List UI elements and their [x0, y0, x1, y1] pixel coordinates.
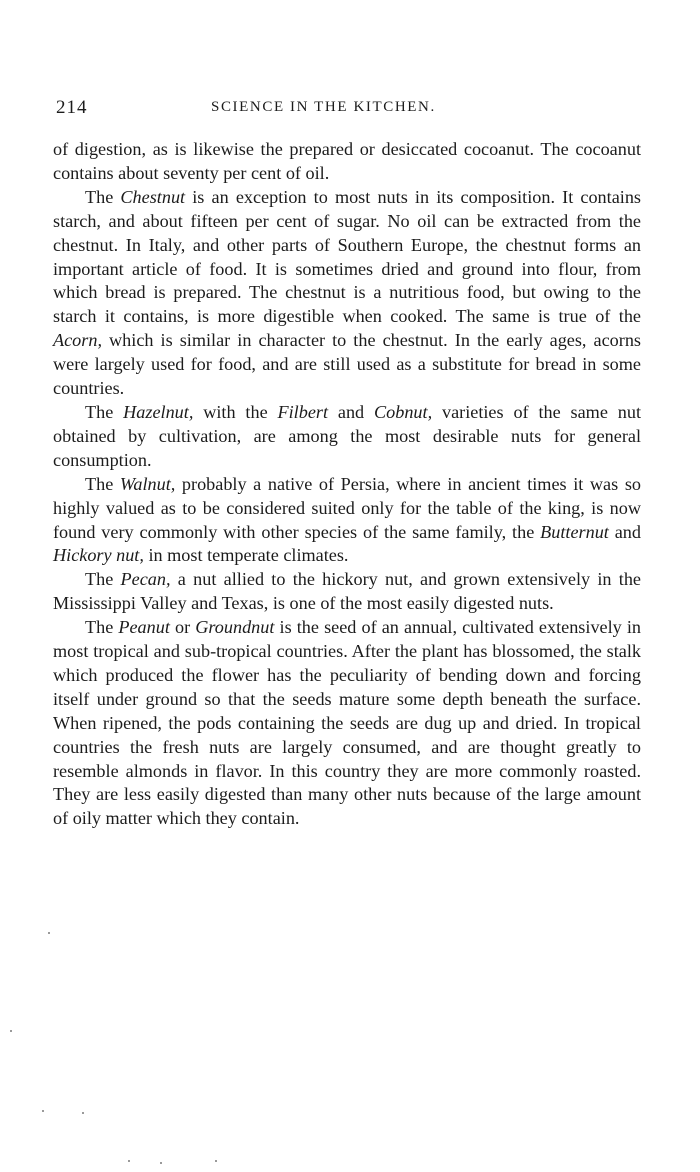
text-run: is an exception to most nuts in its composition. It contains starch, and about fifteen per cent of sugar. No oil can be extracted from the chestnut. In Italy, and other parts of Southern Europe, the chestnut forms an important article of food. It is sometimes dried and ground into flour, from which bread is prepared. The chestnut is a nutritious food, but owing to the starch it contains, is more digestible when cooked. The same is true of the	[53, 186, 641, 327]
text-run: probably a native of Persia, where in ancient times it was so highly valued as to be considered suited only for the table of the king, is now found very commonly with other species of the same family, the	[53, 473, 641, 542]
scan-speck	[128, 1160, 130, 1162]
paragraph-walnut	[53, 473, 641, 569]
term-hickory-nut: Hickory nut,	[53, 545, 144, 566]
scan-speck	[48, 932, 50, 934]
term-chestnut: Chestnut	[120, 186, 186, 207]
paragraph-hazelnut	[53, 401, 641, 473]
paragraph-cocoanut-continued: of digestion, as is likewise the prepared or desiccated cocoanut. The cocoanut contains about seventy per cent of oil.	[53, 139, 641, 183]
text-run: The	[85, 569, 121, 590]
running-title: SCIENCE IN THE KITCHEN.	[211, 99, 436, 115]
text-run: with the	[193, 401, 278, 422]
text-run: is the seed of an annual, cultivated extensively in most tropical and sub-tropical countries. After the plant has blossomed, the stalk which produced the flower has the peculiarity of bending down and forcing itself under ground so that the seeds mature some depth beneath the surface. When ripened, the pods containing the seeds are dug up and dried. In tropical countries the fresh nuts are largely consumed, and are thought greatly to resemble almonds in flavor. In this country they are more commonly roasted. They are less easily digested than many other nuts because of the large amount of oily matter which they contain.	[53, 617, 641, 829]
term-butternut: Butternut	[540, 521, 609, 542]
page-header	[56, 97, 641, 121]
page-body	[53, 138, 641, 831]
scan-speck	[160, 1162, 162, 1164]
term-cobnut: Cobnut,	[374, 401, 433, 422]
term-filbert: Filbert	[277, 401, 329, 422]
text-run: The	[85, 617, 119, 638]
text-run: and	[608, 521, 641, 542]
term-pecan: Pecan,	[120, 569, 171, 590]
text-run: which is similar in character to the chestnut. In the early ages, acorns were largely used for food, and are still used as a substitute for bread in some countries.	[53, 330, 641, 399]
paragraph-pecan	[53, 568, 641, 616]
text-run: or	[169, 617, 196, 638]
text-run: and	[328, 401, 375, 422]
scan-speck	[10, 1030, 12, 1032]
term-peanut: Peanut	[118, 617, 170, 638]
page-number: 214	[56, 97, 88, 118]
term-groundnut: Groundnut	[195, 617, 275, 638]
text-run: a nut allied to the hickory nut, and grown extensively in the Mississippi Valley and Texas, is one of the most easily digested nuts.	[53, 569, 641, 614]
paragraph-peanut	[53, 616, 641, 831]
text-run: varieties of the same nut obtained by cultivation, are among the most desirable nuts for general consumption.	[53, 401, 641, 470]
term-acorn: Acorn,	[53, 330, 102, 351]
scan-speck	[82, 1112, 84, 1114]
scan-speck	[42, 1110, 44, 1112]
paragraph-chestnut	[53, 186, 641, 401]
term-hazelnut: Hazelnut,	[123, 401, 194, 422]
text-run: The	[85, 401, 124, 422]
text-run: in most temperate climates.	[143, 545, 349, 566]
text-run: The	[85, 186, 121, 207]
term-walnut: Walnut,	[119, 473, 176, 494]
text-run: The	[85, 473, 120, 494]
scan-speck	[215, 1160, 217, 1162]
